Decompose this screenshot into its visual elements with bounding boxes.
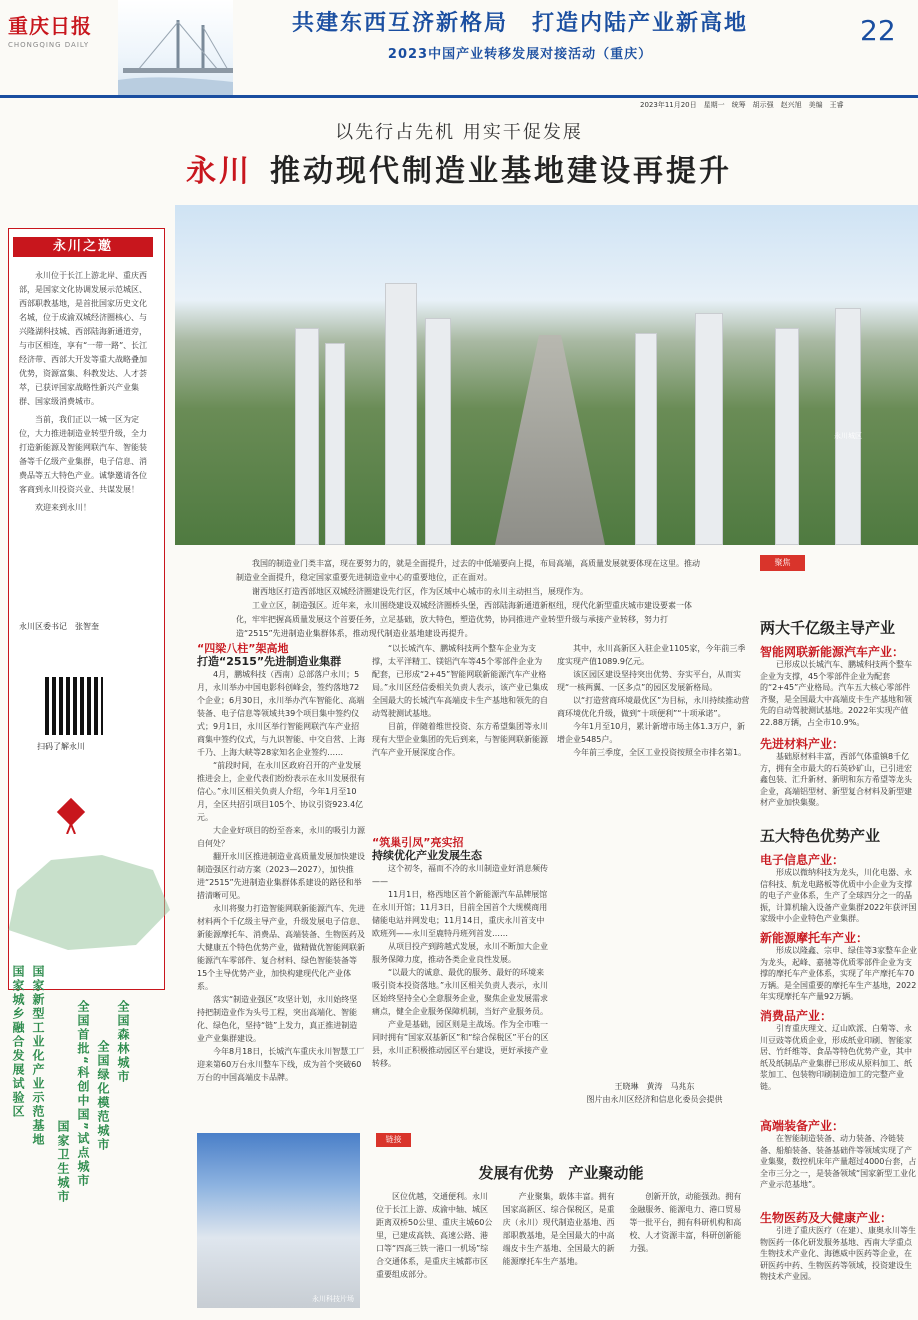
section2-paragraph: 该区园区建设坚持突出优势、夯实平台，从而实现“一核两翼、一区多点”的园区发展新格局。: [557, 670, 741, 692]
article-title: [0, 146, 918, 190]
section1-paragraph: 永川将聚力打造智能网联新能源汽车、先进材料两个千亿级主导产业，升级发展电子信息、新能源摩托车、消费品、高端装备、生物医药及大健康五个特色优势产业，做精做优智能网联新能源汽车零部件、复合材料、绿色智能装备等15个主导优势产业，加快构建现代化产业体系。: [197, 904, 365, 991]
industry-text: [760, 1225, 918, 1285]
logo-text: 重庆日报: [8, 14, 92, 38]
section2-column-1: [372, 836, 550, 1132]
bottom-paragraph: 创新开放，动能强劲。拥有金融服务、能源电力、港口贸易等一批平台，拥有科研机构和高校、人才资源丰富，科研创新能力强。: [629, 1192, 742, 1253]
sidebar-signature: 永川区委书记 张智奎: [19, 622, 99, 631]
industry-paragraph: 基础原材料丰富，西部气体重镇8千亿方，拥有全市最大的石英砂矿山，已引进宏鑫包装、汇升新材、新明和东方希望等龙头企业，高端铝型材、新型复合材料及新型建材产业加快集聚。: [760, 752, 912, 807]
article-byline: [557, 1080, 752, 1106]
intro-paragraph: 谢西地区打造西部地区双城经济圈建设先行区，作为区域中心城市的永川主动担当，展现作为。: [252, 587, 588, 596]
sidebar-paragraph: 欢迎来到永川！: [35, 503, 91, 512]
authors: 王晓琳 黄涛 马兆东: [614, 1082, 695, 1091]
title-place: 永川: [186, 154, 252, 189]
sidebar-body: [19, 269, 154, 519]
building: [325, 343, 345, 545]
bottom-paragraph: 产业聚集，载体丰富。拥有国家高新区、综合保税区，是重庆（永川）现代制造业基地、西部职教基地，是全国最大的中高端皮卡生产基地、全国最大的新能源摩托车生产基地。: [502, 1192, 615, 1266]
banner-headline: 共建东西互济新格局 打造内陆产业新高地: [291, 11, 748, 36]
masthead: [0, 0, 918, 95]
photo-caption: 永川城区: [834, 432, 862, 440]
badge: 全国绿化模范城市: [96, 1040, 110, 1152]
focus-title-1: 两大千亿级主导产业: [760, 619, 896, 637]
industry-text: [760, 1133, 918, 1193]
section2-paragraph: 今年1月至10月，累计新增市场主体1.3万户，新增企业5485户。: [557, 722, 745, 744]
main-road: [495, 335, 605, 545]
industry-name: 生物医药及大健康产业：: [760, 1211, 893, 1225]
badge: 国家卫生城市: [56, 1120, 70, 1204]
industry-paragraph: 形成以隆鑫、宗申、绿佳等3家整车企业为龙头，起峰、嘉驰等优质零部件企业为支撑的摩托车产业体系，实现了年产摩托车70万辆。是全国重要的摩托车生产基地，2022年实现摩托车产量92万辆。: [760, 946, 918, 1001]
industry-name: 新能源摩托车产业：: [760, 931, 869, 945]
section2-paragraph: 从项目投产到跨越式发展，永川不断加大企业服务保障力度，推动各类企业良性发展。: [372, 942, 548, 964]
industry-paragraph: 形成以微纳科技为龙头，川化电器、永信科技、航龙电路板等优质中小企业为支撑的电子产业体系，生产了全球四分之一的晶振，计算机输入设备产业集群2022年获评国家级中小企业特色产业集群。: [760, 868, 917, 923]
industry-name: 电子信息产业：: [760, 853, 845, 867]
section1-column-1: [197, 642, 365, 1132]
section2-heading: “筑巢引凤”亮实招: [372, 836, 464, 849]
bottom-title: 发展有优势 产业聚动能: [478, 1164, 644, 1182]
page-number: 22: [860, 14, 896, 47]
section1-column-2: [372, 642, 550, 832]
industry-paragraph: 引育重庆理文、辽山欧派、白菊等、永川豆豉等优质企业，形成纸业印刷、智能家居、竹纤维等、食品等特色优势产业，其中纸及纸制品产业集群已形成从原料加工、纸浆加工、包装物印刷制造加工的完整产业链。: [760, 1024, 912, 1091]
industry-text: [760, 751, 918, 819]
section1-paragraph: 今年8月18日，长城汽车重庆永川智慧工厂迎来第60万台永川整车下线，成为首个突破60万台的中国高端皮卡品牌。: [197, 1047, 365, 1082]
linked-tag: 链接: [376, 1133, 411, 1147]
section2-paragraph: 11月1日，格西地区首个新能源汽车品牌展馆在永川开馆；11月3日，目前全国首个大规模商用储能电站并网发电；11月14日，重庆永川首支中欧班列——永川至鹿特丹班列首发……: [372, 890, 548, 938]
badge: 国家新型工业化产业示范基地: [31, 965, 45, 1147]
building: [695, 313, 723, 545]
industry-text: [760, 1023, 918, 1093]
intro-paragraph: 我国的制造业门类丰富，现在要努力的，就是全面提升，过去的中低端要向上提，布局高端，高质量发展就要体现在这里。推动制造业全面提升，稳定国家重要先进制造业中心的重要地位，正在面对。: [236, 559, 700, 582]
qr-code-icon: [45, 677, 103, 735]
section1-paragraph: 落实“制造业强区”攻坚计划，永川始终坚持把制造业作为头号工程，突出高端化、智能化、绿色化，坚持“链”上发力，真正推进制造业产业集群建设。: [197, 995, 358, 1043]
section1-paragraph: 4月，鹏城科技（西南）总部落户永川；5月，永川举办中国电影科创峰会，签约落地72个企业；6月30日，永川举办汽车智能化、高端装备、电子信息等领域共39个项目集中签约仪式；9月1日，永川区举行智能网联汽车产业招商集中签约仪式，与九识智能、中交自营、上海千乃、上海大峡等28家知名企业签约……: [197, 670, 365, 757]
building: [835, 308, 861, 545]
section2-title: 持续优化产业发展生态: [372, 849, 482, 862]
article-kicker: 以先行占先机 用实干促发展: [335, 122, 583, 143]
city-photo: [175, 205, 918, 545]
industry-name: 消费品产业：: [760, 1009, 833, 1023]
section1-heading: “四梁八柱”架高地: [197, 642, 289, 655]
newspaper-logo: [8, 10, 118, 55]
section1-paragraph: 目前，伴随着维世投资、东方希望集团等永川现有大型企业集团的先后到来，与智能网联新能源汽车产业开展深度合作。: [372, 722, 548, 757]
sidebar-paragraph: 当前，我们正以一城一区为定位，大力推进制造业转型升级，全力打造新能源及智能网联汽车、智能装备等千亿级产业集群，电子信息、消费品等五大特色产业。诚挚邀请各位客商到永川投资兴业、共谋发展！: [19, 415, 147, 494]
section2-paragraph: 产业是基础，园区则是主战场。作为全市唯一同时拥有“国家双基新区”和“综合保税区”平台的区县，永川正积极推动园区平台建设，更好承接产业转移。: [372, 1020, 549, 1068]
industry-name: 智能网联新能源汽车产业：: [760, 645, 905, 659]
masthead-rule: [0, 95, 918, 98]
photo-credit: 图片由永川区经济和信息化委员会提供: [586, 1095, 723, 1104]
intro-paragraph: 工业立区，制造强区。近年来，永川围绕建设双城经济圈桥头堡，西部陆海新通道新枢纽，现代化新型重庆城市建设要素一体化，牢牢把握高质量发展这个首要任务，立足基础，放大特色，塑造优势，协同推进产业转型升级与承接产业转移，努力打造“2515”先进制造业集群体系，推动现代制造业基地建设再提升。: [236, 601, 692, 638]
industry-text: [760, 945, 918, 1003]
bottom-photo-caption: 永川科技片场: [312, 1295, 354, 1303]
focus-title-2: 五大特色优势产业: [760, 827, 881, 845]
article-intro: [236, 557, 706, 641]
building: [635, 333, 657, 545]
building: [775, 328, 799, 545]
bottom-photo: [197, 1133, 360, 1308]
badge: 全国森林城市: [116, 1000, 130, 1084]
dateline: 2023年11月20日 星期一 统筹 胡示强 赵兴旭 美编 王睿: [640, 101, 844, 109]
badge: 全国首批“科创中国”试点城市: [76, 1000, 90, 1188]
industry-text: [760, 659, 918, 731]
title-main: 推动现代制造业基地建设再提升: [270, 154, 732, 189]
sidebar-heading: 永川之邀: [13, 237, 153, 257]
bottom-body: [376, 1190, 746, 1315]
logo-english: CHONGQING DAILY: [8, 41, 90, 49]
section1-paragraph: 大企业好项目的纷至沓来，永川的吸引力源自何处？: [197, 826, 365, 848]
building: [425, 318, 451, 545]
focus-column: [760, 555, 918, 1320]
section2-paragraph: 今年前三季度，全区工业投资按照全市排名第1。: [573, 748, 747, 757]
industry-text: [760, 867, 918, 923]
building: [385, 283, 417, 545]
industry-name: 高端装备产业：: [760, 1119, 845, 1133]
focus-tag: 聚焦: [760, 555, 805, 571]
qr-caption: 扫码了解永川: [37, 742, 85, 751]
industry-paragraph: 引进了重庆医疗（在建）、康奥永川等生物医药一体化研发服务基地、西南大学重点生物技术产业化、海德威中医药等企业，在研医药中药、生物医药等领域，投资建设生物技术产业园。: [760, 1226, 916, 1281]
building: [295, 328, 319, 545]
section2-paragraph: “以最大的诚意、最优的服务、最好的环境来吸引资本投资落地。”永川区相关负责人表示，永川区始终坚持全心全意服务企业，聚焦企业发展需求痛点，健全企业服务保障机制，当好产业服务员。: [372, 968, 549, 1016]
section1-title: 打造“2515”先进制造业集群: [197, 655, 342, 668]
section2-column-2: [557, 642, 752, 1072]
section2-paragraph: 以“打造营商环境最优区”为目标，永川持续推动营商环境优化升级，做到“十项便利”“十项承诺”。: [557, 696, 750, 718]
sidebar-paragraph: 永川位于长江上游北岸、重庆西部，是国家文化协调发展示范城区、西部职教基地，是首批国家历史文化名城，位于成渝双城经济圈核心、与兴隆湖科技城、西部陆海新通道旁，与市区相连，享有“一带一路”、长江经济带、西部大开发等重大战略叠加优势，资源富集、科教发达、人才荟萃，已获评国家战略性新兴产业集群、国家级消费城市。: [19, 271, 148, 406]
section2-paragraph: 这个初冬，福而不冷的永川制造业好消息频传——: [372, 864, 548, 886]
industry-name: 先进材料产业：: [760, 737, 845, 751]
banner-subhead: 2023中国产业转移发展对接活动（重庆）: [387, 47, 653, 62]
industry-paragraph: 已形成以长城汽车、鹏城科技两个整车企业为支撑，45个零部件企业为配套的“2+45”产业格局。汽车五大核心零部件齐聚，是全国最大中高端皮卡生产基地和领先的自动驾驶测试基地。2022年实现产值22.88万辆，占全市10.9%。: [760, 660, 912, 727]
section1-paragraph: “以长城汽车、鹏城科技两个整车企业为支撑，太平洋精工、镁铝汽车等45个零部件企业为配套，已形成“2+45”智能网联新能源汽车产业格局。”永川区经信委相关负责人表示，该产业已集成全国最大的长城汽车高端皮卡生产基地和领先的自动驾驶测试基地。: [372, 644, 549, 718]
bottom-paragraph: 区位优越，交通便利。永川位于长江上游、成渝中轴、城区距离双桥50公里、重庆主城60公里，已建成高铁、高速公路、港口等“四高三铁一港口一机场”综合交通体系，是重庆主城都市区重要组成部分。: [376, 1192, 493, 1279]
banner: [175, 6, 865, 62]
badge: 国家城乡融合发展试验区: [11, 965, 25, 1119]
industry-paragraph: 在智能制造装备、动力装备、冷链装备、船舶装备、装备基础件等领域实现了产业集聚，数控机床年产量超过4000台套，占全市三分之一，是装备领域“国家新型工业化产业示范基地”。: [760, 1134, 917, 1189]
section2-paragraph: 其中，永川高新区入驻企业1105家，今年前三季度实现产值1089.9亿元。: [557, 644, 746, 666]
chinese-knot-icon: [51, 794, 91, 834]
section1-paragraph: 翻开永川区推进制造业高质量发展加快建设制造强区行动方案（2023—2027），加快推进“2515”先进制造业集群体系建设的路径和举措清晰可见。: [197, 852, 365, 900]
section1-paragraph: “前段时间，在永川区政府召开的产业发展推进会上，企业代表们纷纷表示在永川发展很有信心。”永川区相关负责人介绍，今年1月至10月，全区共招引项目105个、协议引资923.4亿元。: [197, 761, 365, 822]
